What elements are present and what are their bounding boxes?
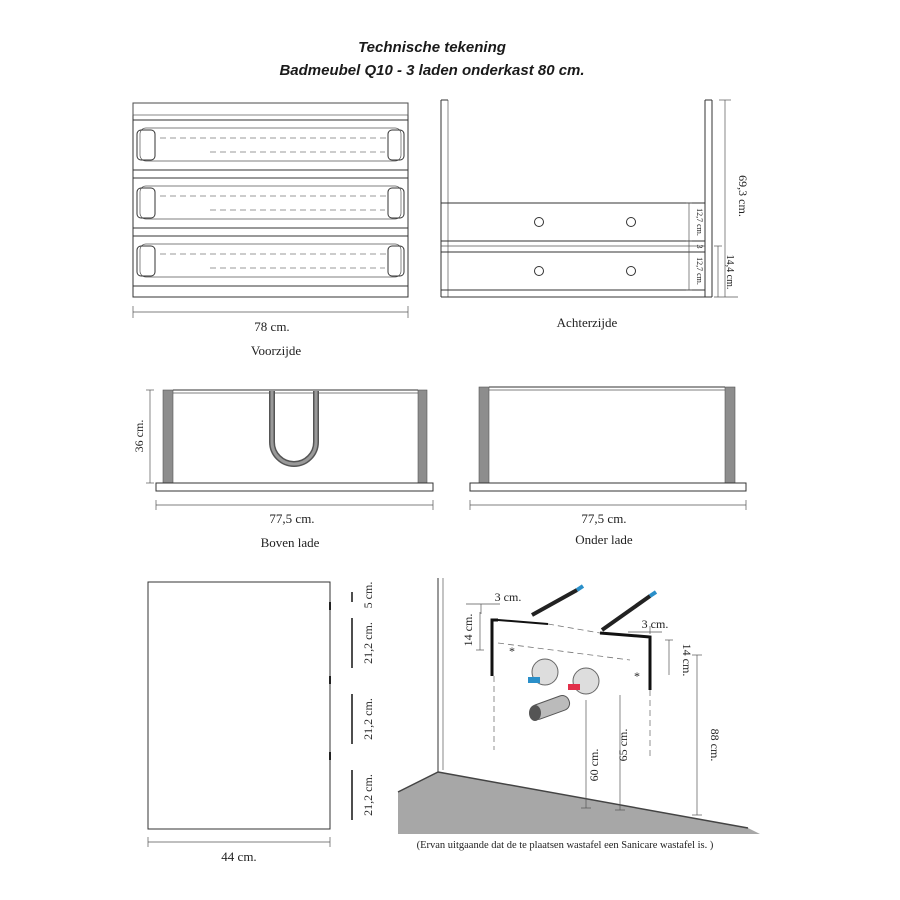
back-caption: Achterzijde [556, 315, 618, 330]
pencil-icon [532, 586, 583, 615]
bottom-drawer-view [470, 387, 746, 547]
drawing-title: Technische tekening [358, 39, 506, 56]
front-drawer-3 [133, 236, 408, 286]
left-drop-label: 14 cm. [461, 613, 475, 647]
back-upper-drawer-label: 12,7 cm. [695, 208, 704, 236]
back-drawer-upper [441, 203, 705, 241]
bottom-drawer-caption: Onder lade [575, 532, 633, 547]
left-offset-label: 3 cm. [494, 590, 522, 604]
drain-height-label: 60 cm. [587, 748, 601, 782]
mounting-hole [627, 218, 636, 227]
front-view [133, 103, 408, 358]
mounting-hole [627, 267, 636, 276]
right-mounting-bracket [600, 633, 650, 690]
mounting-hole [535, 218, 544, 227]
back-height-label: 69,3 cm. [736, 175, 750, 217]
total-height-label: 88 cm. [708, 728, 722, 762]
back-lower-drawer-label: 12,7 cm. [695, 257, 704, 285]
front-caption: Voorzijde [250, 343, 302, 358]
installation-note: (Ervan uitgaande dat de te plaatsen wastafel een Sanicare wastafel is. ) [416, 840, 714, 851]
front-drawer-1 [133, 120, 408, 170]
side-segment-1-label: 21,2 cm. [361, 622, 375, 664]
back-drawer-lower [441, 252, 705, 290]
front-top-rail [133, 103, 408, 115]
front-drawer-2 [133, 178, 408, 228]
siphon-cutout [272, 391, 316, 464]
top-drawer-width-label: 77,5 cm. [269, 511, 315, 526]
floor [398, 772, 760, 834]
side-view [148, 582, 375, 864]
bottom-drawer-left-side [479, 387, 489, 483]
right-offset-label: 3 cm. [641, 617, 669, 631]
side-segment-3-label: 21,2 cm. [361, 774, 375, 816]
top-drawer-left-side [163, 390, 173, 483]
valve-height-label: 65 cm. [616, 728, 630, 762]
side-segment-2-label: 21,2 cm. [361, 698, 375, 740]
bottom-drawer-right-side [725, 387, 735, 483]
drain-pipe-icon [529, 694, 572, 722]
top-drawer-view [132, 390, 433, 550]
installation-view [398, 578, 760, 851]
bottom-drawer-front-panel [470, 483, 746, 491]
bottom-drawer-width-label: 77,5 cm. [581, 511, 627, 526]
top-drawer-height-label: 36 cm. [132, 419, 146, 453]
side-width-label: 44 cm. [221, 849, 257, 864]
back-lower-total-label: 14,4 cm. [724, 254, 735, 290]
svg-text:*: * [634, 669, 640, 683]
cold-water-valve-icon [528, 659, 558, 685]
back-gap-label: 3 [695, 244, 704, 249]
side-top-label: 5 cm. [361, 581, 375, 609]
top-drawer-front-panel [156, 483, 433, 491]
front-width-dimension [133, 306, 408, 318]
side-panel-outline [148, 582, 330, 829]
hot-water-valve-icon [568, 668, 599, 694]
back-view [441, 100, 750, 330]
top-drawer-caption: Boven lade [260, 535, 320, 550]
left-mounting-bracket [492, 620, 498, 676]
top-drawer-right-side [418, 390, 427, 483]
drawing-subtitle: Badmeubel Q10 - 3 laden onderkast 80 cm. [279, 62, 585, 79]
mounting-hole [535, 267, 544, 276]
front-width-label: 78 cm. [254, 319, 290, 334]
svg-text:*: * [509, 644, 515, 658]
right-drop-label: 14 cm. [680, 643, 694, 677]
